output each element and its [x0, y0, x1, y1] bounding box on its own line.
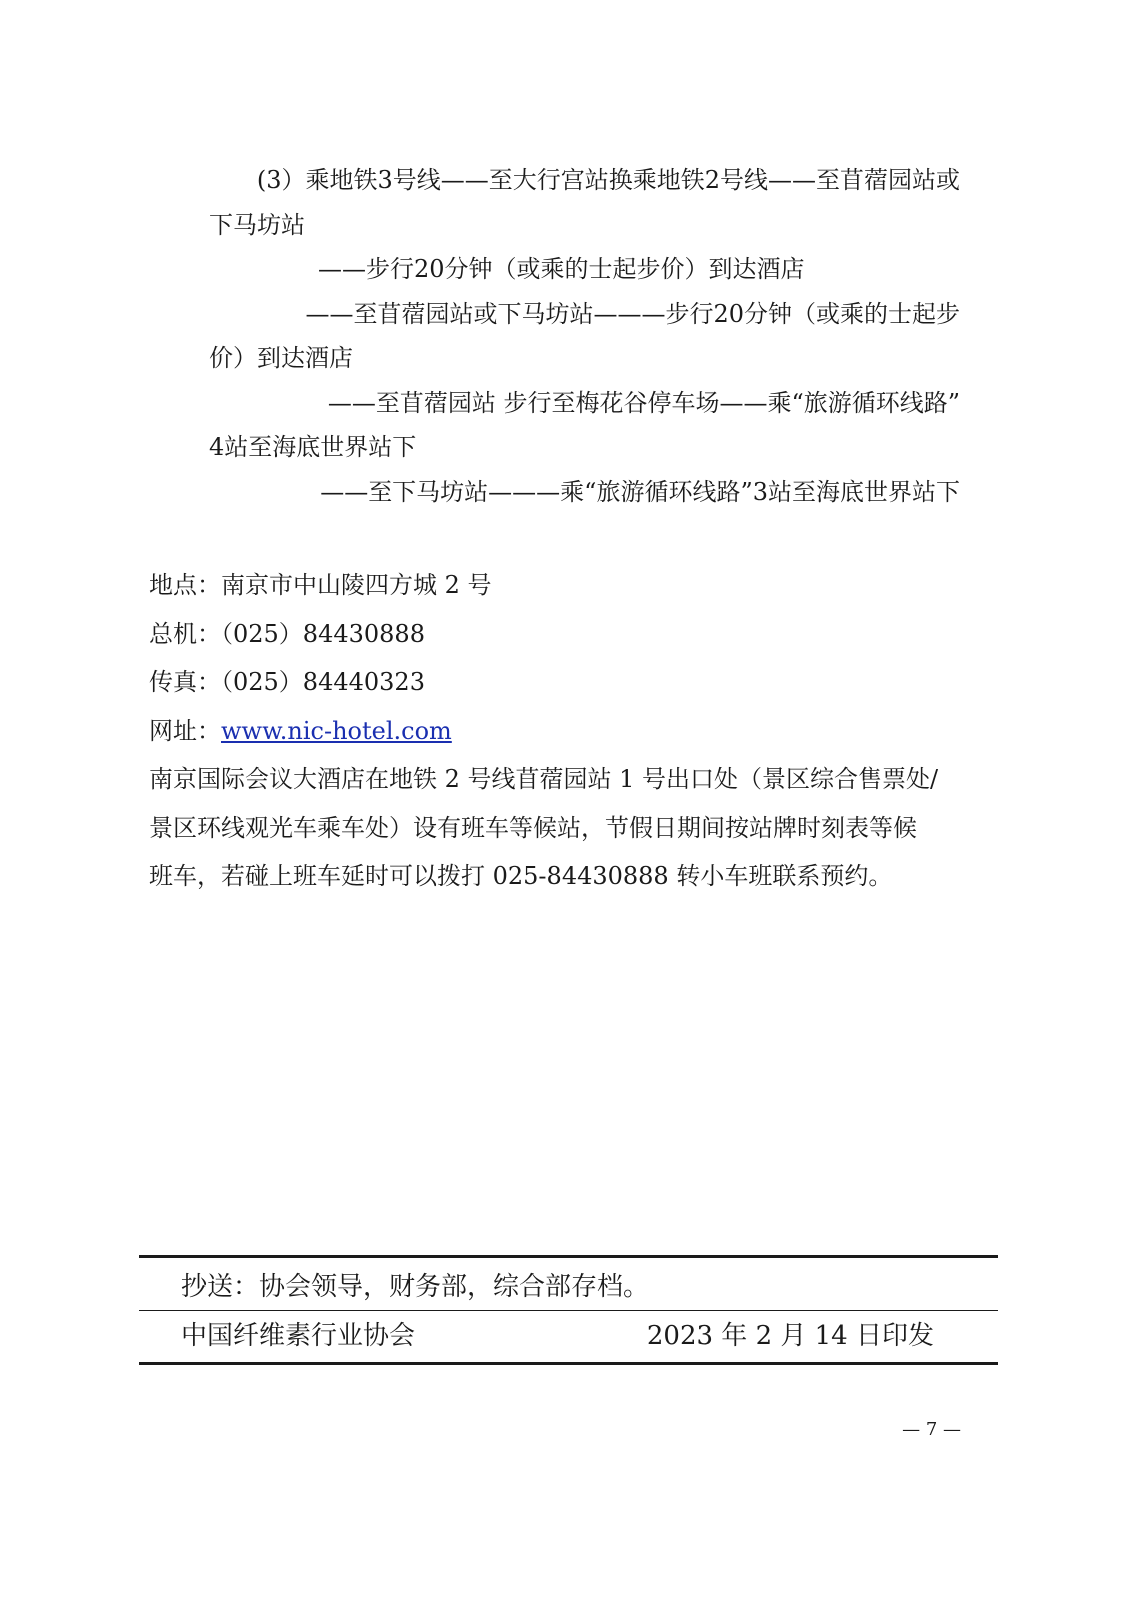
issue-date: 2023 年 2 月 14 日印发	[646, 1321, 934, 1351]
footer-top-rule	[139, 1255, 998, 1258]
phone: 总机：（025）84430888	[149, 620, 425, 648]
route-line-3: ——步行20分钟（或乘的士起步价）到达酒店	[318, 255, 805, 283]
route-line-7: 4站至海底世界站下	[209, 433, 417, 461]
cc-line: 抄送：协会领导，财务部，综合部存档。	[181, 1272, 650, 1302]
route-line-5: 价）到达酒店	[209, 344, 353, 372]
shuttle-note-line-3: 班车，若碰上班车延时可以拨打 025-84430888 转小车班联系预约。	[149, 862, 893, 890]
route-line-1: (3）乘地铁3号线——至大行宫站换乘地铁2号线——至苜蓿园站或	[256, 166, 960, 194]
route-line-8: ——至下马坊站———乘“旅游循环线路”3站至海底世界站下	[320, 478, 960, 506]
website-link[interactable]: www.nic-hotel.com	[221, 717, 452, 745]
route-line-6: ——至苜蓿园站 步行至梅花谷停车场——乘“旅游循环线路”	[327, 389, 960, 417]
shuttle-note-line-2: 景区环线观光车乘车处）设有班车等候站，节假日期间按站牌时刻表等候	[149, 814, 917, 842]
footer-bottom-rule	[139, 1362, 998, 1365]
page-number: — 7 —	[902, 1419, 961, 1440]
issuer: 中国纤维素行业协会	[181, 1321, 416, 1351]
address: 地点：南京市中山陵四方城 2 号	[149, 571, 492, 599]
route-line-2: 下马坊站	[209, 211, 305, 239]
footer-middle-rule	[139, 1310, 998, 1311]
shuttle-note-line-1: 南京国际会议大酒店在地铁 2 号线苜蓿园站 1 号出口处（景区综合售票处/	[149, 765, 939, 793]
website-label: 网址：	[149, 717, 221, 745]
route-line-4: ——至苜蓿园站或下马坊站———步行20分钟（或乘的士起步	[305, 300, 960, 328]
fax: 传真：（025）84440323	[149, 668, 425, 696]
website	[149, 716, 452, 746]
